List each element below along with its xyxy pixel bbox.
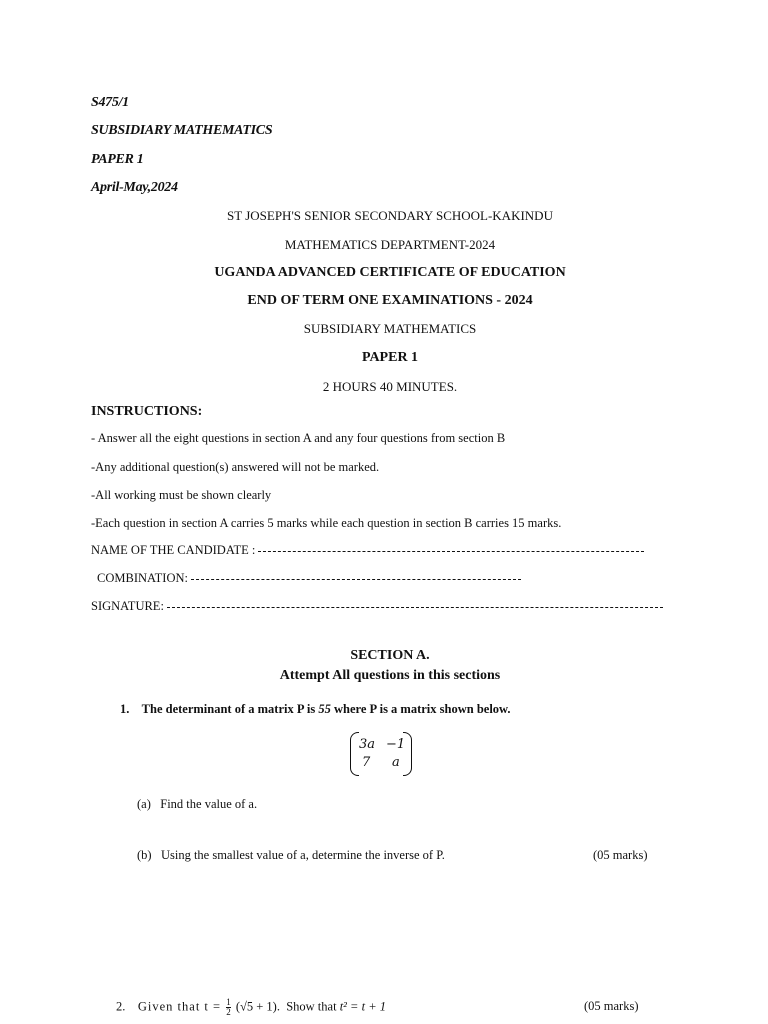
combination-field[interactable] (97, 571, 521, 586)
duration: 2 HOURS 40 MINUTES. (322, 379, 458, 394)
part-text: Find the value of a. (160, 797, 258, 811)
instruction-item: -All working must be shown clearly (91, 488, 272, 502)
exam-title: END OF TERM ONE EXAMINATIONS - 2024 (247, 293, 533, 308)
fraction-denominator: 2 (226, 1007, 231, 1017)
question-2 (116, 998, 386, 1017)
question-text: The determinant of a matrix P is (141, 702, 319, 716)
header-subject: SUBSIDIARY MATHEMATICS (91, 123, 273, 138)
candidate-name-label: NAME OF THE CANDIDATE : (91, 543, 256, 557)
header-date: April-May,2024 (91, 180, 178, 195)
instruction-item: -Each question in section A carries 5 marks while each question in section B carries 15 marks. (91, 516, 562, 530)
marks-label: (05 marks) (584, 999, 639, 1013)
matrix-cell: −1 (386, 737, 406, 752)
signature-line[interactable] (167, 607, 663, 608)
subject-title: SUBSIDIARY MATHEMATICS (303, 321, 477, 336)
matrix-cell: 3a (359, 737, 376, 752)
section-subtitle: Attempt All questions in this sections (279, 668, 501, 683)
part-label: (a) (137, 797, 151, 811)
question-text: Given that t = (137, 999, 222, 1014)
left-bracket (350, 732, 359, 776)
part-text: Using the smallest value of a, determine the inverse of P. (160, 848, 445, 862)
instruction-item: -Any additional question(s) answered will not be marked. (91, 460, 380, 474)
expression: (√5 + 1). (235, 999, 280, 1014)
paper-code: S475/1 (91, 95, 129, 110)
marks-label: (05 marks) (593, 848, 648, 862)
instructions-heading: INSTRUCTIONS: (91, 404, 203, 419)
fraction (226, 998, 231, 1017)
section-title: SECTION A. (350, 648, 430, 663)
matrix-p (350, 732, 412, 776)
equation: t² = t + 1 (339, 999, 387, 1014)
question-1b (137, 848, 445, 863)
candidate-name-field[interactable] (91, 543, 644, 558)
school-name: ST JOSEPH'S SENIOR SECONDARY SCHOOL-KAKINDU (227, 208, 553, 223)
fraction-numerator: 1 (226, 997, 231, 1007)
combination-line[interactable] (191, 579, 521, 580)
question-number: 2. (116, 999, 126, 1014)
part-label: (b) (137, 848, 152, 862)
question-1 (120, 702, 511, 717)
question-1a (137, 797, 257, 812)
combination-label: COMBINATION: (97, 571, 188, 585)
header-paper: PAPER 1 (91, 152, 144, 167)
certificate-title: UGANDA ADVANCED CERTIFICATE OF EDUCATION (214, 265, 566, 280)
question-number: 1. (120, 702, 130, 716)
determinant-value: 55 (318, 702, 331, 716)
question-text: where P is a matrix shown below. (330, 702, 511, 716)
instruction-item: - Answer all the eight questions in section A and any four questions from section B (91, 431, 506, 445)
matrix-cell: a (392, 755, 400, 770)
matrix-cell: 7 (362, 755, 371, 770)
signature-label: SIGNATURE: (91, 599, 164, 613)
department-name: MATHEMATICS DEPARTMENT-2024 (284, 237, 496, 252)
question-text: Show that (286, 999, 337, 1014)
signature-field[interactable] (91, 599, 663, 614)
candidate-name-line[interactable] (258, 551, 644, 552)
paper-title: PAPER 1 (361, 350, 419, 365)
